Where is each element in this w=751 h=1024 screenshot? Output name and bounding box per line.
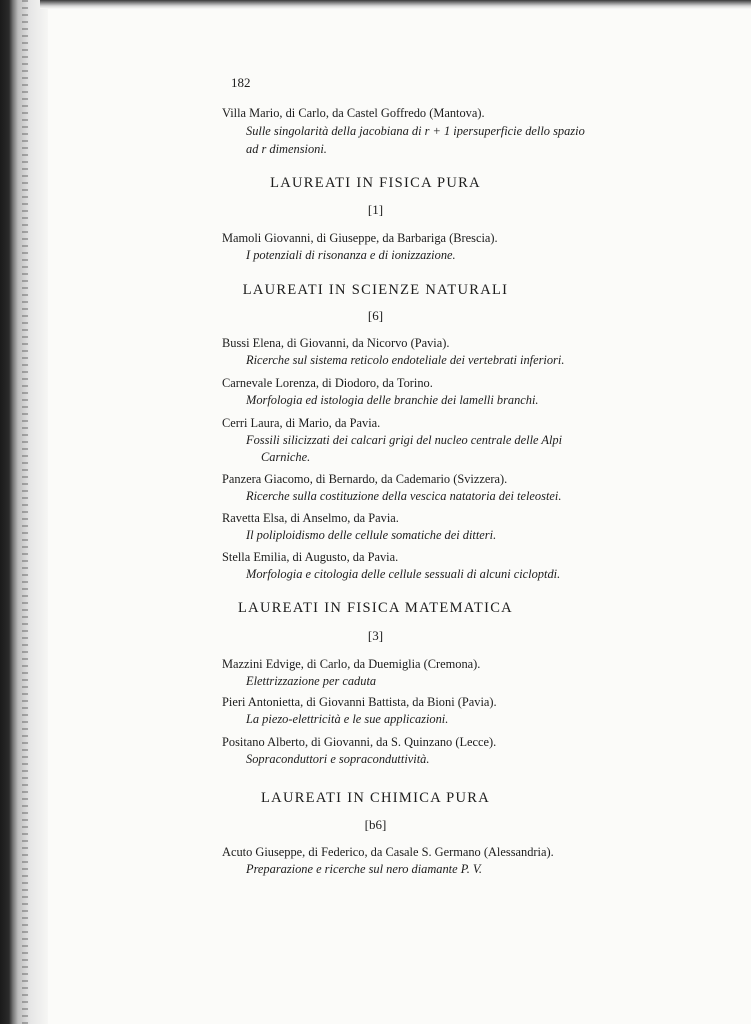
entry-title: Il poliploidismo delle cellule somatiche dei ditteri. [246, 528, 497, 542]
entry-title: Preparazione e ricerche sul nero diamante P. V. [246, 862, 482, 876]
entry-author: Villa Mario, di Carlo, da Castel Goffredo (Mantova). [222, 106, 485, 120]
entry-author: Acuto Giuseppe, di Federico, da Casale S. Germano (Alessandria). [222, 845, 554, 859]
entry-author: Cerri Laura, di Mario, da Pavia. [222, 416, 381, 430]
entry-title-continued: ad r dimensioni. [246, 142, 327, 156]
entry-author: Mazzini Edvige, di Carlo, da Duemiglia (Cremona). [222, 657, 481, 671]
entry-author: Bussi Elena, di Giovanni, da Nicorvo (Pavia). [222, 336, 450, 350]
entry-title: Ricerche sulla costituzione della vescica natatoria dei teleostei. [246, 489, 562, 503]
entry-title: Ricerche sul sistema reticolo endoteliale dei vertebrati inferiori. [246, 353, 565, 367]
page-number: 182 [231, 75, 251, 90]
entry-author: Positano Alberto, di Giovanni, da S. Quinzano (Lecce). [222, 735, 497, 749]
section-count: [b6] [364, 817, 387, 832]
section-count: [6] [367, 308, 384, 323]
section-count: [3] [367, 628, 384, 643]
entry-title: La piezo-elettricità e le sue applicazioni. [246, 712, 449, 726]
section-heading-fisica-pura: LAUREATI IN FISICA PURA [270, 175, 481, 191]
entry-title-continued: Carniche. [261, 450, 311, 464]
entry-title: I potenziali di risonanza e di ionizzazione. [246, 248, 456, 262]
entry-title: Morfologia e citologia delle cellule sessuali di alcuni cicloptdi. [246, 567, 561, 581]
entry-title: Elettrizzazione per caduta [246, 674, 377, 688]
entry-title: Fossili silicizzati dei calcari grigi del nucleo centrale delle Alpi [246, 433, 563, 447]
entry-author: Mamoli Giovanni, di Giuseppe, da Barbariga (Brescia). [222, 231, 498, 245]
section-heading-scienze-naturali: LAUREATI IN SCIENZE NATURALI [242, 282, 509, 298]
entry-author: Stella Emilia, di Augusto, da Pavia. [222, 550, 399, 564]
entry-author: Panzera Giacomo, di Bernardo, da Cademario (Svizzera). [222, 472, 508, 486]
entry-author: Ravetta Elsa, di Anselmo, da Pavia. [222, 511, 399, 525]
entry-author: Pieri Antonietta, di Giovanni Battista, da Bioni (Pavia). [222, 695, 497, 709]
entry-title: Sulle singolarità della jacobiana di r + 1 ipersuperficie dello spazio [246, 124, 585, 138]
section-heading-chimica-pura: LAUREATI IN CHIMICA PURA [261, 790, 490, 806]
entry-title: Morfologia ed istologia delle branchie dei lamelli branchi. [246, 393, 539, 407]
entry-title: Sopraconduttori e sopraconduttività. [246, 752, 430, 766]
section-heading-fisica-matematica: LAUREATI IN FISICA MATEMATICA [238, 600, 513, 616]
entry-author: Carnevale Lorenza, di Diodoro, da Torino. [222, 376, 433, 390]
section-count: [1] [367, 202, 384, 217]
